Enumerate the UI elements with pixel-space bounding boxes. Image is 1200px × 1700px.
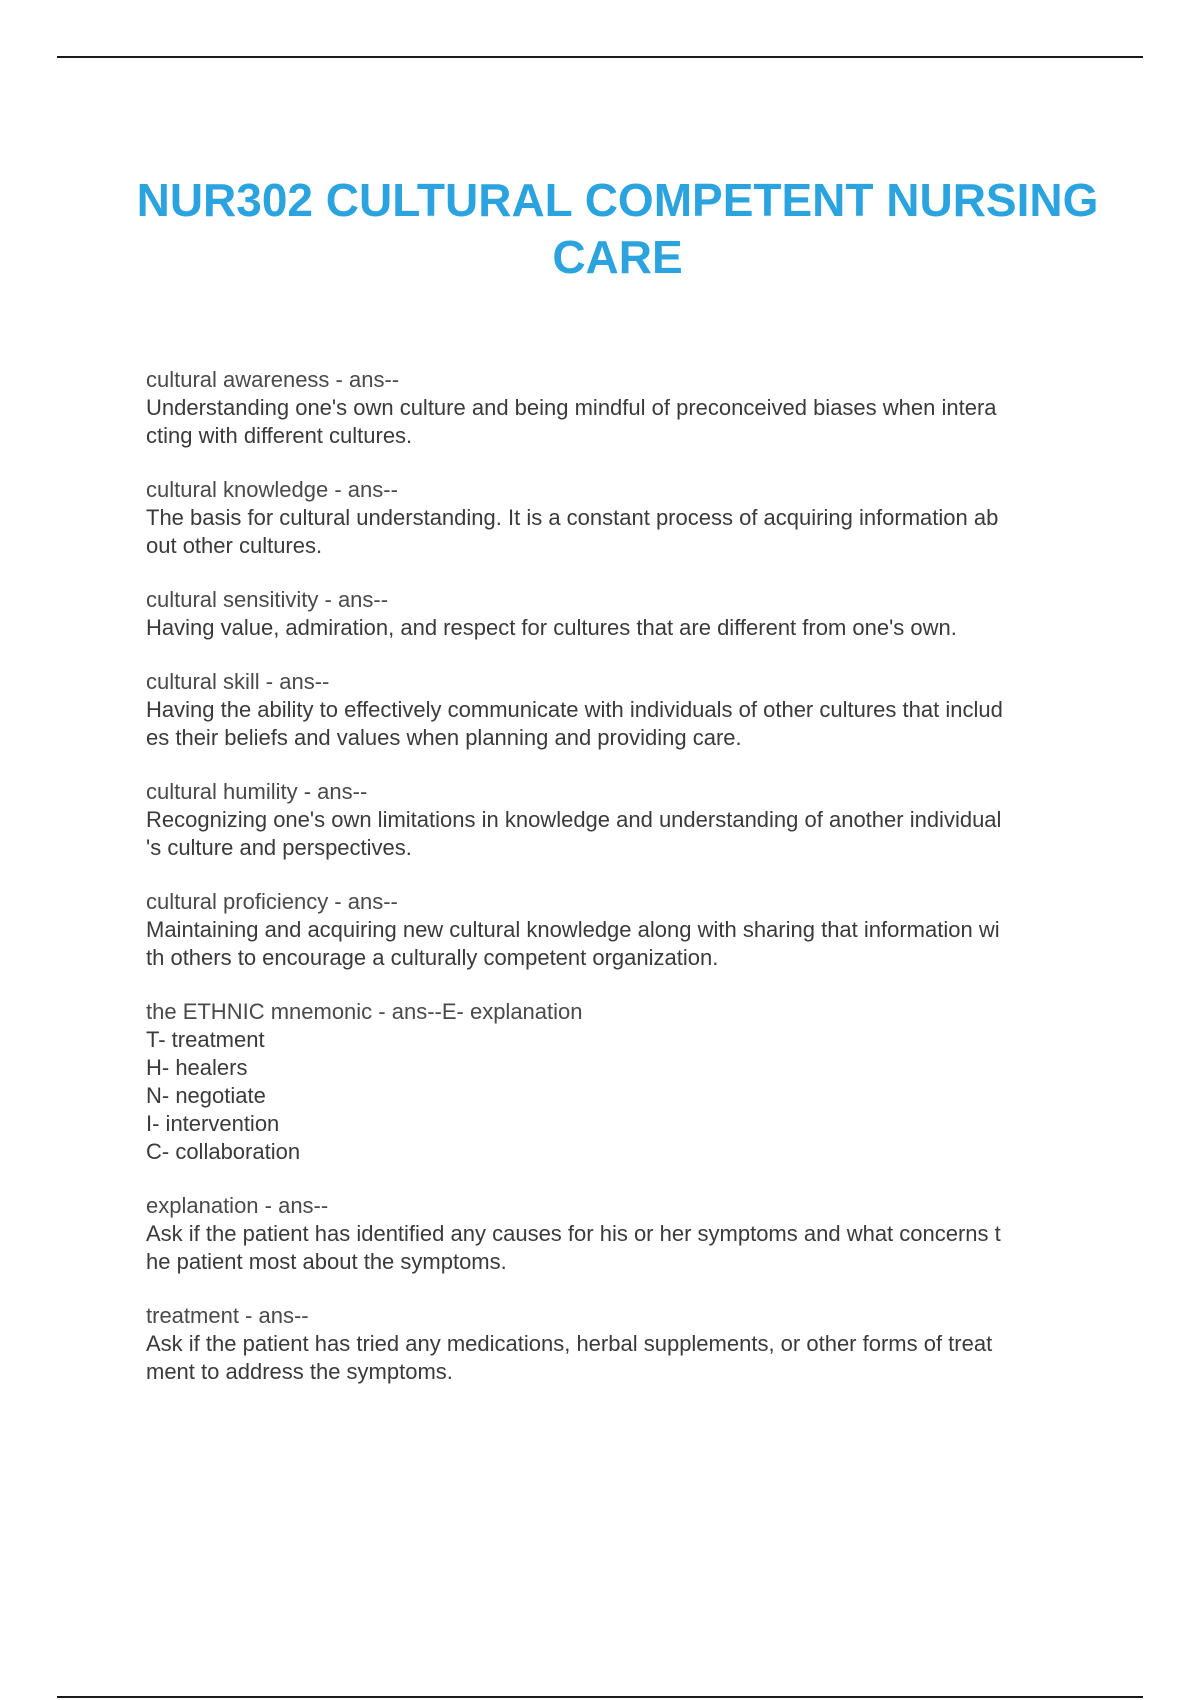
entry-definition-line: 's culture and perspectives. <box>146 835 412 860</box>
entry-definition-line: Ask if the patient has tried any medications, herbal supplements, or other forms of treat <box>146 1331 993 1356</box>
entry-term: cultural awareness - ans-- <box>146 367 400 392</box>
entry-definition-line: ment to address the symptoms. <box>146 1359 453 1384</box>
flashcard-entry <box>146 778 1086 862</box>
entry-term: explanation - ans-- <box>146 1193 329 1218</box>
mnemonic-entry <box>146 998 1086 1166</box>
flashcard-entry <box>146 586 1086 642</box>
mnemonic-line: H- healers <box>146 1055 248 1080</box>
flashcard-list <box>146 366 1086 1412</box>
entry-term: cultural humility - ans-- <box>146 779 368 804</box>
mnemonic-term: the ETHNIC mnemonic - ans--E- explanation <box>146 999 583 1024</box>
flashcard-entry <box>146 668 1086 752</box>
entry-term: cultural knowledge - ans-- <box>146 477 398 502</box>
entry-definition-line: Ask if the patient has identified any causes for his or her symptoms and what concerns t <box>146 1221 1001 1246</box>
mnemonic-line: I- intervention <box>146 1111 280 1136</box>
header-rule <box>57 56 1143 58</box>
footer-rule <box>57 1696 1143 1698</box>
entry-definition-line: Understanding one's own culture and being mindful of preconceived biases when intera <box>146 395 997 420</box>
entry-definition-line: Recognizing one's own limitations in knowledge and understanding of another individual <box>146 807 1002 832</box>
entry-definition-line: he patient most about the symptoms. <box>146 1249 507 1274</box>
entry-definition-line: Having value, admiration, and respect for cultures that are different from one's own. <box>146 615 957 640</box>
mnemonic-line: T- treatment <box>146 1027 265 1052</box>
entry-term: cultural proficiency - ans-- <box>146 889 398 914</box>
entry-definition-line: th others to encourage a culturally competent organization. <box>146 945 719 970</box>
entry-definition-line: cting with different cultures. <box>146 423 413 448</box>
flashcard-entry <box>146 1302 1086 1386</box>
flashcard-entry <box>146 366 1086 450</box>
entry-term: cultural skill - ans-- <box>146 669 330 694</box>
flashcard-entry <box>146 1192 1086 1276</box>
entry-definition-line: out other cultures. <box>146 533 323 558</box>
mnemonic-line: N- negotiate <box>146 1083 266 1108</box>
entry-definition-line: Maintaining and acquiring new cultural knowledge along with sharing that information wi <box>146 917 1000 942</box>
flashcard-entry <box>146 476 1086 560</box>
entry-term: treatment - ans-- <box>146 1303 309 1328</box>
mnemonic-line: C- collaboration <box>146 1139 301 1164</box>
entry-term: cultural sensitivity - ans-- <box>146 587 389 612</box>
entry-definition-line: es their beliefs and values when planning and providing care. <box>146 725 742 750</box>
flashcard-entry <box>146 888 1086 972</box>
entry-definition-line: Having the ability to effectively communicate with individuals of other cultures that includ <box>146 697 1003 722</box>
document-title: NUR302 CULTURAL COMPETENT NURSING CARE <box>136 174 1099 283</box>
entry-definition-line: The basis for cultural understanding. It is a constant process of acquiring information ab <box>146 505 999 530</box>
